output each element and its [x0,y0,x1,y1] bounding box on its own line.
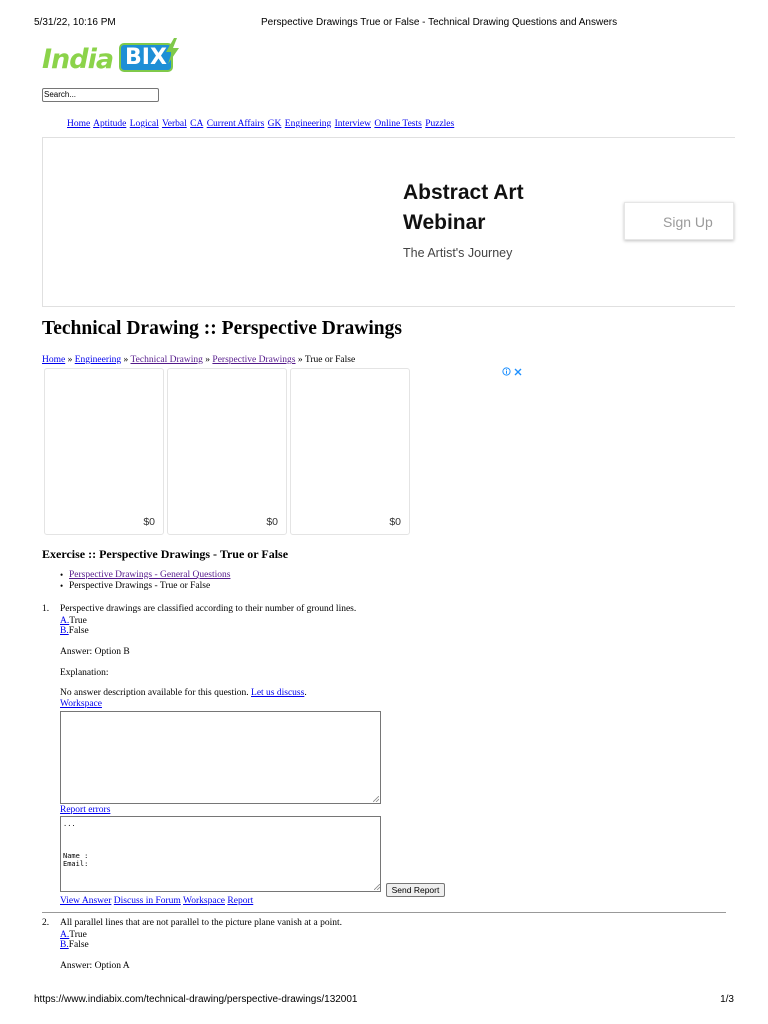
breadcrumb [42,355,355,365]
nav-interview[interactable]: Interview [334,119,371,129]
ad-banner[interactable] [42,137,735,307]
logo-india-text: India [42,44,114,75]
ad-subtitle: The Artist's Journey [403,246,513,260]
current-section-label: Perspective Drawings - True or False [69,580,211,591]
option-a [60,616,87,626]
search-input[interactable]: Search... [42,88,159,102]
resize-handle-icon[interactable] [373,796,379,802]
nav-home[interactable]: Home [67,119,91,129]
adchoices-icon[interactable] [502,367,511,376]
logo-bix-text: BIX [119,43,173,72]
product-price: $0 [389,516,401,528]
ad-signup-button[interactable]: Sign Up [624,202,734,240]
link-general-questions[interactable]: Perspective Drawings - General Questions [69,570,231,580]
lightning-icon [162,38,182,64]
option-a [60,930,87,940]
print-url: https://www.indiabix.com/technical-drawing/perspective-drawings/132001 [34,994,358,1005]
option-a-link[interactable]: A. [60,930,70,940]
ad-title-line2: Webinar [403,211,486,234]
breadcrumb-separator: » [123,355,129,365]
workspace-label-link[interactable]: Workspace [60,699,102,709]
explanation-body: No answer description available for this question. [60,688,249,698]
report-errors-link[interactable]: Report errors [60,805,111,815]
view-answer-link[interactable]: View Answer [60,896,112,906]
answer-text: Answer: Option B [60,647,130,657]
explanation-text [60,688,307,698]
print-page-number: 1/3 [720,994,734,1005]
print-header [34,17,734,31]
resize-handle-icon[interactable] [374,884,380,890]
answer-text: Answer: Option A [60,961,130,971]
divider [42,912,726,913]
breadcrumb-engineering[interactable]: Engineering [74,355,122,365]
breadcrumb-perspective-drawings[interactable]: Perspective Drawings [212,355,296,365]
exercise-sub-links [69,570,230,591]
list-item [69,581,230,592]
breadcrumb-home[interactable]: Home [42,355,66,365]
explanation-label: Explanation: [60,668,109,678]
workspace-link[interactable]: Workspace [183,896,226,906]
product-price: $0 [143,516,155,528]
nav-current-affairs[interactable]: Current Affairs [206,119,265,129]
ad-close-icon[interactable] [514,368,522,376]
period: . [304,688,307,698]
report-link[interactable]: Report [227,896,254,906]
discuss-link[interactable]: Let us discuss [251,688,305,698]
print-title: Perspective Drawings True or False - Technical Drawing Questions and Answers [261,17,618,28]
option-b-link[interactable]: B. [60,940,69,950]
ad-title-line1: Abstract Art [403,181,524,204]
option-a-link[interactable]: A. [60,616,70,626]
workspace-textarea[interactable] [60,711,381,804]
breadcrumb-separator: » [297,355,303,365]
option-b-text: False [68,940,89,950]
breadcrumb-separator: » [67,355,73,365]
option-b [60,940,89,950]
breadcrumb-technical-drawing[interactable]: Technical Drawing [130,355,203,365]
product-price: $0 [266,516,278,528]
nav-engineering[interactable]: Engineering [284,119,332,129]
nav-logical[interactable]: Logical [129,119,159,129]
indiabix-logo[interactable] [42,38,182,78]
send-report-button[interactable]: Send Report [386,883,445,897]
product-card[interactable] [167,368,287,535]
ad-title [403,178,524,238]
nav-gk[interactable]: GK [267,119,282,129]
breadcrumb-current: True or False [304,355,356,365]
nav-verbal[interactable]: Verbal [161,119,187,129]
option-a-text: True [69,930,87,940]
discuss-forum-link[interactable]: Discuss in Forum [113,896,181,906]
question-text: Perspective drawings are classified according to their number of ground lines. [60,604,357,614]
nav-ca[interactable]: CA [190,119,204,129]
product-card[interactable] [44,368,164,535]
product-card[interactable] [290,368,410,535]
option-a-text: True [69,616,87,626]
option-b [60,626,89,636]
report-textarea[interactable]: ... Name : Email: [60,816,381,892]
exercise-title: Exercise :: Perspective Drawings - True or False [42,547,289,561]
question-number: 2. [42,918,50,928]
option-b-text: False [68,626,89,636]
page-title: Technical Drawing :: Perspective Drawings [42,318,402,339]
print-footer [34,994,734,1008]
list-item [69,570,230,581]
main-nav [67,119,455,129]
print-datetime: 5/31/22, 10:16 PM [34,17,116,28]
option-b-link[interactable]: B. [60,626,69,636]
nav-aptitude[interactable]: Aptitude [93,119,127,129]
question-text: All parallel lines that are not parallel to the picture plane vanish at a point. [60,918,342,928]
question-number: 1. [42,604,50,614]
nav-online-tests[interactable]: Online Tests [374,119,422,129]
breadcrumb-separator: » [205,355,211,365]
question-actions [60,896,253,906]
nav-puzzles[interactable]: Puzzles [425,119,455,129]
